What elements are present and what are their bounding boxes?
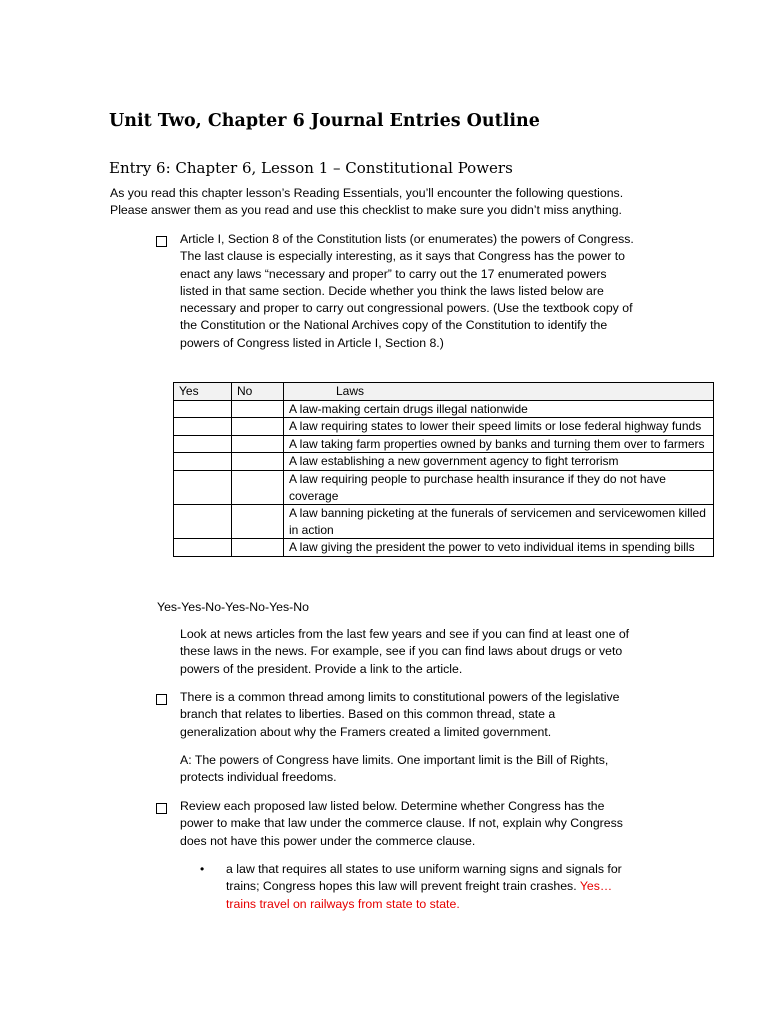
yes-cell[interactable] (174, 435, 232, 453)
question-1-line: The last clause is especially interesting, as it says that Congress has the power to (180, 249, 625, 264)
news-line: Look at news articles from the last few years and see if you can find at least one of (180, 627, 630, 641)
laws-table (173, 382, 714, 557)
question-3-line: power to make that law under the commerce clause. If not, explain why Congress (180, 816, 623, 831)
question-1-line: enact any laws “necessary and proper” to carry out the 17 enumerated powers (180, 266, 607, 281)
no-cell[interactable] (232, 505, 284, 539)
checkbox-question-1[interactable] (156, 236, 167, 247)
bullet-item-line: a law that requires all states to use uniform warning signs and signals for (226, 862, 622, 876)
bullet-answer-line: trains travel on railways from state to state. (226, 896, 460, 911)
bullet-item-1 (226, 861, 622, 913)
question-2-line: branch that relates to liberties. Based on this common thread, state a (180, 707, 556, 722)
question-2-line: There is a common thread among limits to constitutional powers of the legislative (180, 690, 620, 704)
law-cell: A law requiring people to purchase health insurance if they do not have coverage (284, 470, 714, 504)
bullet-item-text: trains; Congress hopes this law will prevent freight train crashes. (226, 879, 577, 894)
intro-line: As you read this chapter lesson’s Reading Essentials, you’ll encounter the following questions. (110, 186, 624, 200)
table-row (174, 400, 714, 418)
table-header-row (174, 383, 714, 401)
question-1-line: Article I, Section 8 of the Constitution lists (or enumerates) the powers of Congress. (180, 232, 634, 246)
column-header-yes: Yes (174, 383, 232, 401)
page-title: Unit Two, Chapter 6 Journal Entries Outline (109, 111, 540, 131)
intro-line: Please answer them as you read and use this checklist to make sure you didn’t miss anything. (110, 203, 622, 218)
yes-cell[interactable] (174, 418, 232, 436)
bullet-marker: • (200, 862, 205, 876)
question-1-line: necessary and proper to carry out congressional powers. (Use the textbook copy of (180, 301, 633, 316)
question-1-line: powers of Congress listed in Article I, Section 8.) (180, 335, 444, 350)
column-header-no: No (232, 383, 284, 401)
yes-cell[interactable] (174, 505, 232, 539)
law-cell: A law-making certain drugs illegal nationwide (284, 400, 714, 418)
question-3-line: Review each proposed law listed below. Determine whether Congress has the (180, 799, 605, 813)
answer-2-line: protects individual freedoms. (180, 770, 337, 785)
table-answer: Yes-Yes-No-Yes-No-Yes-No (157, 600, 309, 614)
table-row (174, 418, 714, 436)
no-cell[interactable] (232, 435, 284, 453)
question-2 (180, 689, 619, 741)
answer-2-line: A: The powers of Congress have limits. One important limit is the Bill of Rights, (180, 753, 609, 767)
yes-cell[interactable] (174, 539, 232, 557)
checkbox-question-3[interactable] (156, 803, 167, 814)
news-line: these laws in the news. For example, see if you can find laws about drugs or veto (180, 644, 623, 659)
intro-paragraph (110, 185, 623, 220)
bullet-item-line (226, 878, 622, 895)
question-1-line: listed in that same section. Decide whether you think the laws listed below are (180, 283, 604, 298)
question-1 (180, 231, 634, 352)
question-1-line: the Constitution or the National Archives copy of the Constitution to identify the (180, 318, 608, 333)
entry-heading: Entry 6: Chapter 6, Lesson 1 – Constitutional Powers (109, 159, 513, 177)
answer-2 (180, 752, 608, 787)
column-header-laws: Laws (284, 383, 714, 401)
news-line: powers of the president. Provide a link to the article. (180, 661, 463, 676)
law-cell: A law giving the president the power to veto individual items in spending bills (284, 539, 714, 557)
table-row (174, 453, 714, 471)
no-cell[interactable] (232, 453, 284, 471)
bullet-answer: Yes… (579, 879, 613, 894)
question-3 (180, 798, 623, 850)
table-row (174, 435, 714, 453)
checkbox-question-2[interactable] (156, 694, 167, 705)
no-cell[interactable] (232, 539, 284, 557)
law-cell: A law establishing a new government agency to fight terrorism (284, 453, 714, 471)
yes-cell[interactable] (174, 400, 232, 418)
question-2-line: generalization about why the Framers created a limited government. (180, 724, 552, 739)
yes-cell[interactable] (174, 470, 232, 504)
table-row (174, 539, 714, 557)
law-cell: A law taking farm properties owned by banks and turning them over to farmers (284, 435, 714, 453)
no-cell[interactable] (232, 418, 284, 436)
law-cell: A law requiring states to lower their speed limits or lose federal highway funds (284, 418, 714, 436)
news-paragraph (180, 626, 629, 678)
table-row (174, 505, 714, 539)
law-cell: A law banning picketing at the funerals of servicemen and servicewomen killed in action (284, 505, 714, 539)
no-cell[interactable] (232, 400, 284, 418)
table-row (174, 470, 714, 504)
question-3-line: does not have this power under the commerce clause. (180, 833, 476, 848)
yes-cell[interactable] (174, 453, 232, 471)
no-cell[interactable] (232, 470, 284, 504)
